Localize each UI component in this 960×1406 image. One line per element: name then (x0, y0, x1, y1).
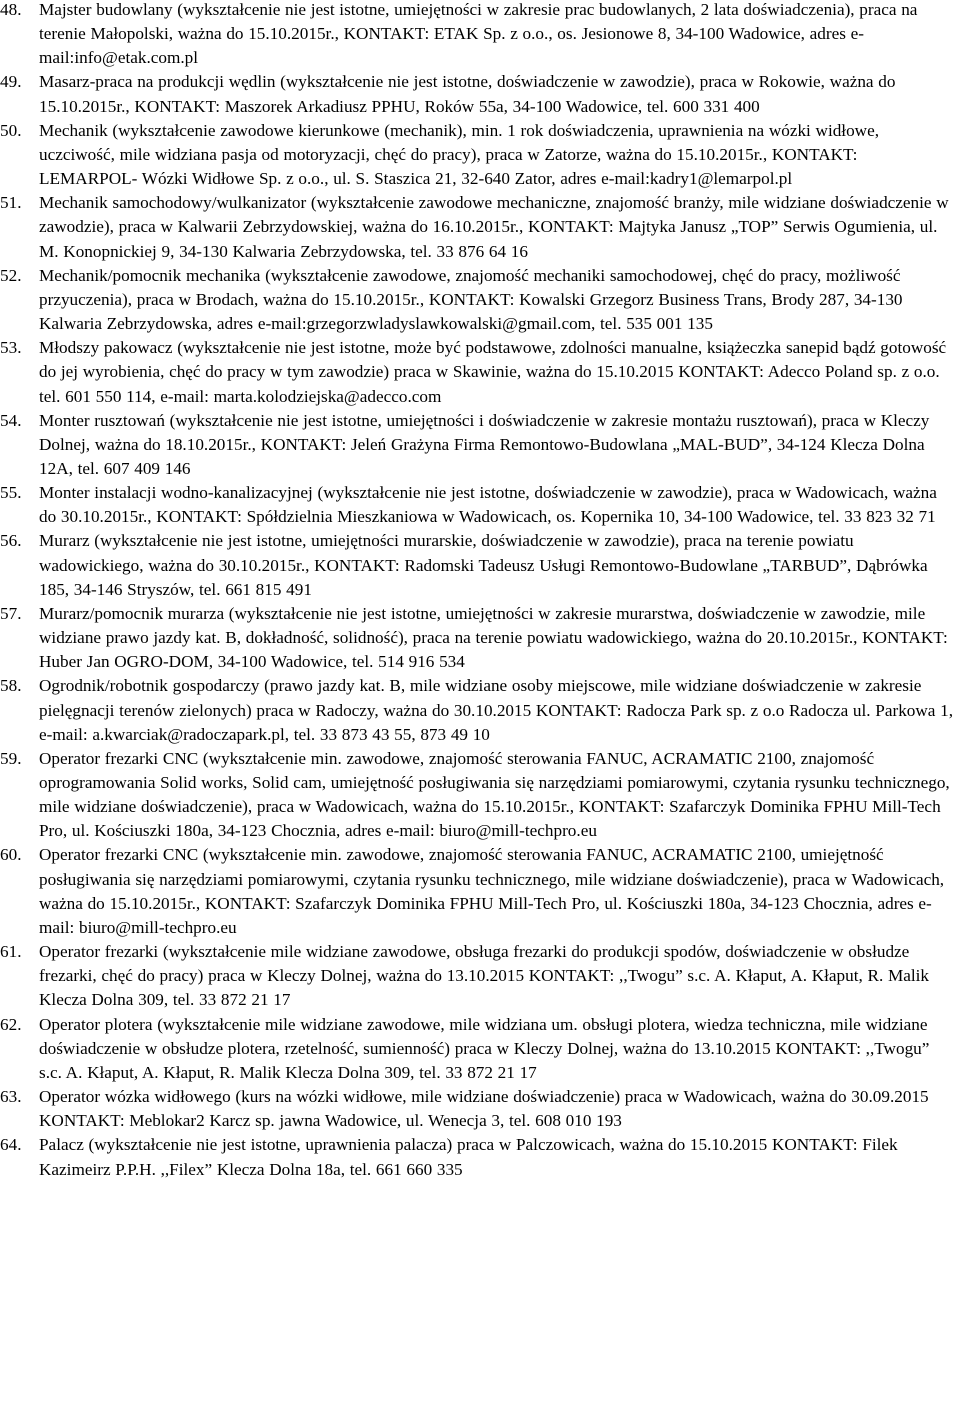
job-offer-64 (0, 1133, 960, 1181)
job-offer-48 (0, 0, 960, 70)
offer-text: Ogrodnik/robotnik gospodarczy (prawo jazdy kat. B, mile widziane osoby miejscowe, mile widziane doświadczenie w zakresie pielęgnacji terenów zielonych) praca w Radoczy, ważna do 30.10.2015 KONTAKT: Radocza Park sp. z o.o Radocza ul. Parkowa 1, e-mail: a.kwarciak@radoczapark.pl, tel. 33 873 43 55, 873 49 10 (39, 676, 954, 744)
job-offer-57 (0, 602, 960, 674)
offer-number: 52. (0, 265, 22, 285)
offer-text: Operator plotera (wykształcenie mile widziane zawodowe, mile widziana um. obsługi plotera, wiedza techniczna, mile widziane doświadczenie w obsłudze plotera, rzetelność, sumienność) praca w Kleczy Dolnej, ważna do 13.10.2015 KONTAKT: ,,Twogu” s.c. A. Kłaput, A. Kłaput, R. Malik Klecza Dolna 309, tel. 33 872 21 17 (39, 1014, 930, 1082)
offer-number: 57. (0, 603, 22, 623)
offer-number: 48. (0, 0, 22, 19)
offer-number: 50. (0, 120, 22, 140)
offer-text: Mechanik samochodowy/wulkanizator (wykształcenie zawodowe mechaniczne, znajomość branży, mile widziane doświadczenie w zawodzie), praca w Kalwarii Zebrzydowskiej, ważna do 16.10.2015r., KONTAKT: Majtyka Janusz „TOP” Serwis Ogumienia, ul. M. Konopnickiej 9, 34-130 Kalwaria Zebrzydowska, tel. 33 876 64 16 (39, 193, 949, 261)
job-offer-54 (0, 409, 960, 481)
offer-text: Operator frezarki CNC (wykształcenie min. zawodowe, znajomość sterowania FANUC, ACRAMATIC 2100, znajomość oprogramowania Solid works, Solid cam, umiejętność posługiwania się narzędziami pomiarowymi, czytania rysunku technicznego, mile widziane doświadczenie), praca w Wadowicach, ważna do 15.10.2015r., KONTAKT: Szafarczyk Dominika FPHU Mill-Tech Pro, ul. Kościuszki 180a, 34-123 Chocznia, adres e-mail: biuro@mill-techpro.eu (39, 748, 950, 841)
offer-number: 63. (0, 1087, 22, 1107)
offer-text: Palacz (wykształcenie nie jest istotne, uprawnienia palacza) praca w Palczowicach, ważna do 15.10.2015 KONTAKT: Filek Kazimeirz P.P.H. ,,Filex” Klecza Dolna 18a, tel. 661 660 335 (39, 1135, 898, 1179)
job-offer-55 (0, 481, 960, 529)
offer-text: Masarz-praca na produkcji wędlin (wykształcenie nie jest istotne, doświadczenie w zawodzie), praca w Rokowie, ważna do 15.10.2015r., KONTAKT: Maszorek Arkadiusz PPHU, Roków 55a, 34-100 Wadowice, tel. 600 331 400 (39, 72, 896, 116)
offer-number: 53. (0, 338, 22, 358)
offer-text: Mechanik (wykształcenie zawodowe kierunkowe (mechanik), min. 1 rok doświadczenia, uprawnienia na wózki widłowe, uczciwość, mile widziana pasja od motoryzacji, chęć do pracy), praca w Zatorze, ważna do 15.10.2015r., KONTAKT: LEMARPOL- Wózki Widłowe Sp. z o.o., ul. S. Staszica 21, 32-640 Zator, adres e-mail:kadry1@lemarpol.pl (39, 120, 880, 189)
offer-text: Murarz/pomocnik murarza (wykształcenie nie jest istotne, umiejętności w zakresie murarstwa, doświadczenie w zawodzie, mile widziane prawo jazdy kat. B, dokładność, solidność), praca na terenie powiatu wadowickiego, ważna do 20.10.2015r., KONTAKT: Huber Jan OGRO-DOM, 34-100 Wadowice, tel. 514 916 534 (39, 603, 948, 672)
offer-text: Mechanik/pomocnik mechanika (wykształcenie zawodowe, znajomość mechaniki samochodowej, chęć do pracy, możliwość przyuczenia), praca w Brodach, ważna do 15.10.2015r., KONTAKT: Kowalski Grzegorz Business Trans, Brody 287, 34-130 Kalwaria Zebrzydowska, adres e-mail:grzegorzwladyslawkowalski@gmail.com, tel. 535 001 135 (39, 265, 903, 334)
offer-text: Murarz (wykształcenie nie jest istotne, umiejętności murarskie, doświadczenie w zawodzie), praca na terenie powiatu wadowickiego, ważna do 30.10.2015r., KONTAKT: Radomski Tadeusz Usługi Remontowo-Budowlane „TARBUD”, Dąbrówka 185, 34-146 Stryszów, tel. 661 815 491 (39, 531, 928, 599)
job-offer-51 (0, 191, 960, 263)
offer-number: 64. (0, 1135, 22, 1155)
job-offer-49 (0, 70, 960, 118)
job-offer-52 (0, 264, 960, 336)
job-offer-58 (0, 674, 960, 746)
offer-text: Operator frezarki CNC (wykształcenie min. zawodowe, znajomość sterowania FANUC, ACRAMATIC 2100, umiejętność posługiwania się narzędziami pomiarowymi, czytania rysunku technicznego, mile widziane doświadczenie), praca w Wadowicach, ważna do 15.10.2015r., KONTAKT: Szafarczyk Dominika FPHU Mill-Tech Pro, ul. Kościuszki 180a, 34-123 Chocznia, adres e-mail: biuro@mill-techpro.eu (39, 845, 945, 937)
job-offer-63 (0, 1085, 960, 1133)
offer-text: Monter rusztowań (wykształcenie nie jest istotne, umiejętności i doświadczenie w zakresie montażu rusztowań), praca w Kleczy Dolnej, ważna do 18.10.2015r., KONTAKT: Jeleń Grażyna Firma Remontowo-Budowlana „MAL-BUD”, 34-124 Klecza Dolna 12A, tel. 607 409 146 (39, 410, 930, 478)
offer-number: 58. (0, 676, 22, 696)
offer-text: Młodszy pakowacz (wykształcenie nie jest istotne, może być podstawowe, zdolności manualne, książeczka sanepid bądź gotowość do jej wyrobienia, chęć do pracy w tym zawodzie) praca w Skawinie, ważna do 15.10.2015 KONTAKT: Adecco Poland sp. z o.o. tel. 601 550 114, e-mail: marta.kolodziejska@adecco.com (39, 338, 947, 406)
job-offer-56 (0, 529, 960, 601)
job-offer-60 (0, 843, 960, 940)
offer-number: 60. (0, 845, 22, 865)
offer-text: Operator frezarki (wykształcenie mile widziane zawodowe, obsługa frezarki do produkcji spodów, doświadczenie w obsłudze frezarki, chęć do pracy) praca w Kleczy Dolnej, ważna do 13.10.2015 KONTAKT: ,,Twogu” s.c. A. Kłaput, A. Kłaput, R. Malik Klecza Dolna 309, tel. 33 872 21 17 (39, 942, 930, 1010)
offer-number: 54. (0, 410, 22, 430)
offer-number: 56. (0, 531, 22, 551)
offer-text: Operator wózka widłowego (kurs na wózki widłowe, mile widziane doświadczenie) praca w Wadowicach, ważna do 30.09.2015 KONTAKT: Meblokar2 Karcz sp. jawna Wadowice, ul. Wenecja 3, tel. 608 010 193 (39, 1087, 929, 1131)
offer-number: 62. (0, 1014, 22, 1034)
job-offer-53 (0, 336, 960, 408)
offer-number: 59. (0, 748, 22, 768)
job-offer-61 (0, 940, 960, 1012)
job-offer-50 (0, 119, 960, 191)
job-offer-62 (0, 1013, 960, 1085)
offer-text: Monter instalacji wodno-kanalizacyjnej (wykształcenie nie jest istotne, doświadczenie w zawodzie), praca w Wadowicach, ważna do 30.10.2015r., KONTAKT: Spółdzielnia Mieszkaniowa w Wadowicach, os. Kopernika 10, 34-100 Wadowice, tel. 33 823 32 71 (39, 483, 937, 527)
offer-text: Majster budowlany (wykształcenie nie jest istotne, umiejętności w zakresie prac budowlanych, 2 lata doświadczenia), praca na terenie Małopolski, ważna do 15.10.2015r., KONTAKT: ETAK Sp. z o.o., os. Jesionowe 8, 34-100 Wadowice, adres e-mail:info@etak.com.pl (39, 0, 918, 68)
offer-number: 55. (0, 483, 22, 503)
offer-number: 61. (0, 942, 22, 962)
job-offer-59 (0, 747, 960, 844)
offer-number: 51. (0, 193, 22, 213)
offer-number: 49. (0, 72, 22, 92)
